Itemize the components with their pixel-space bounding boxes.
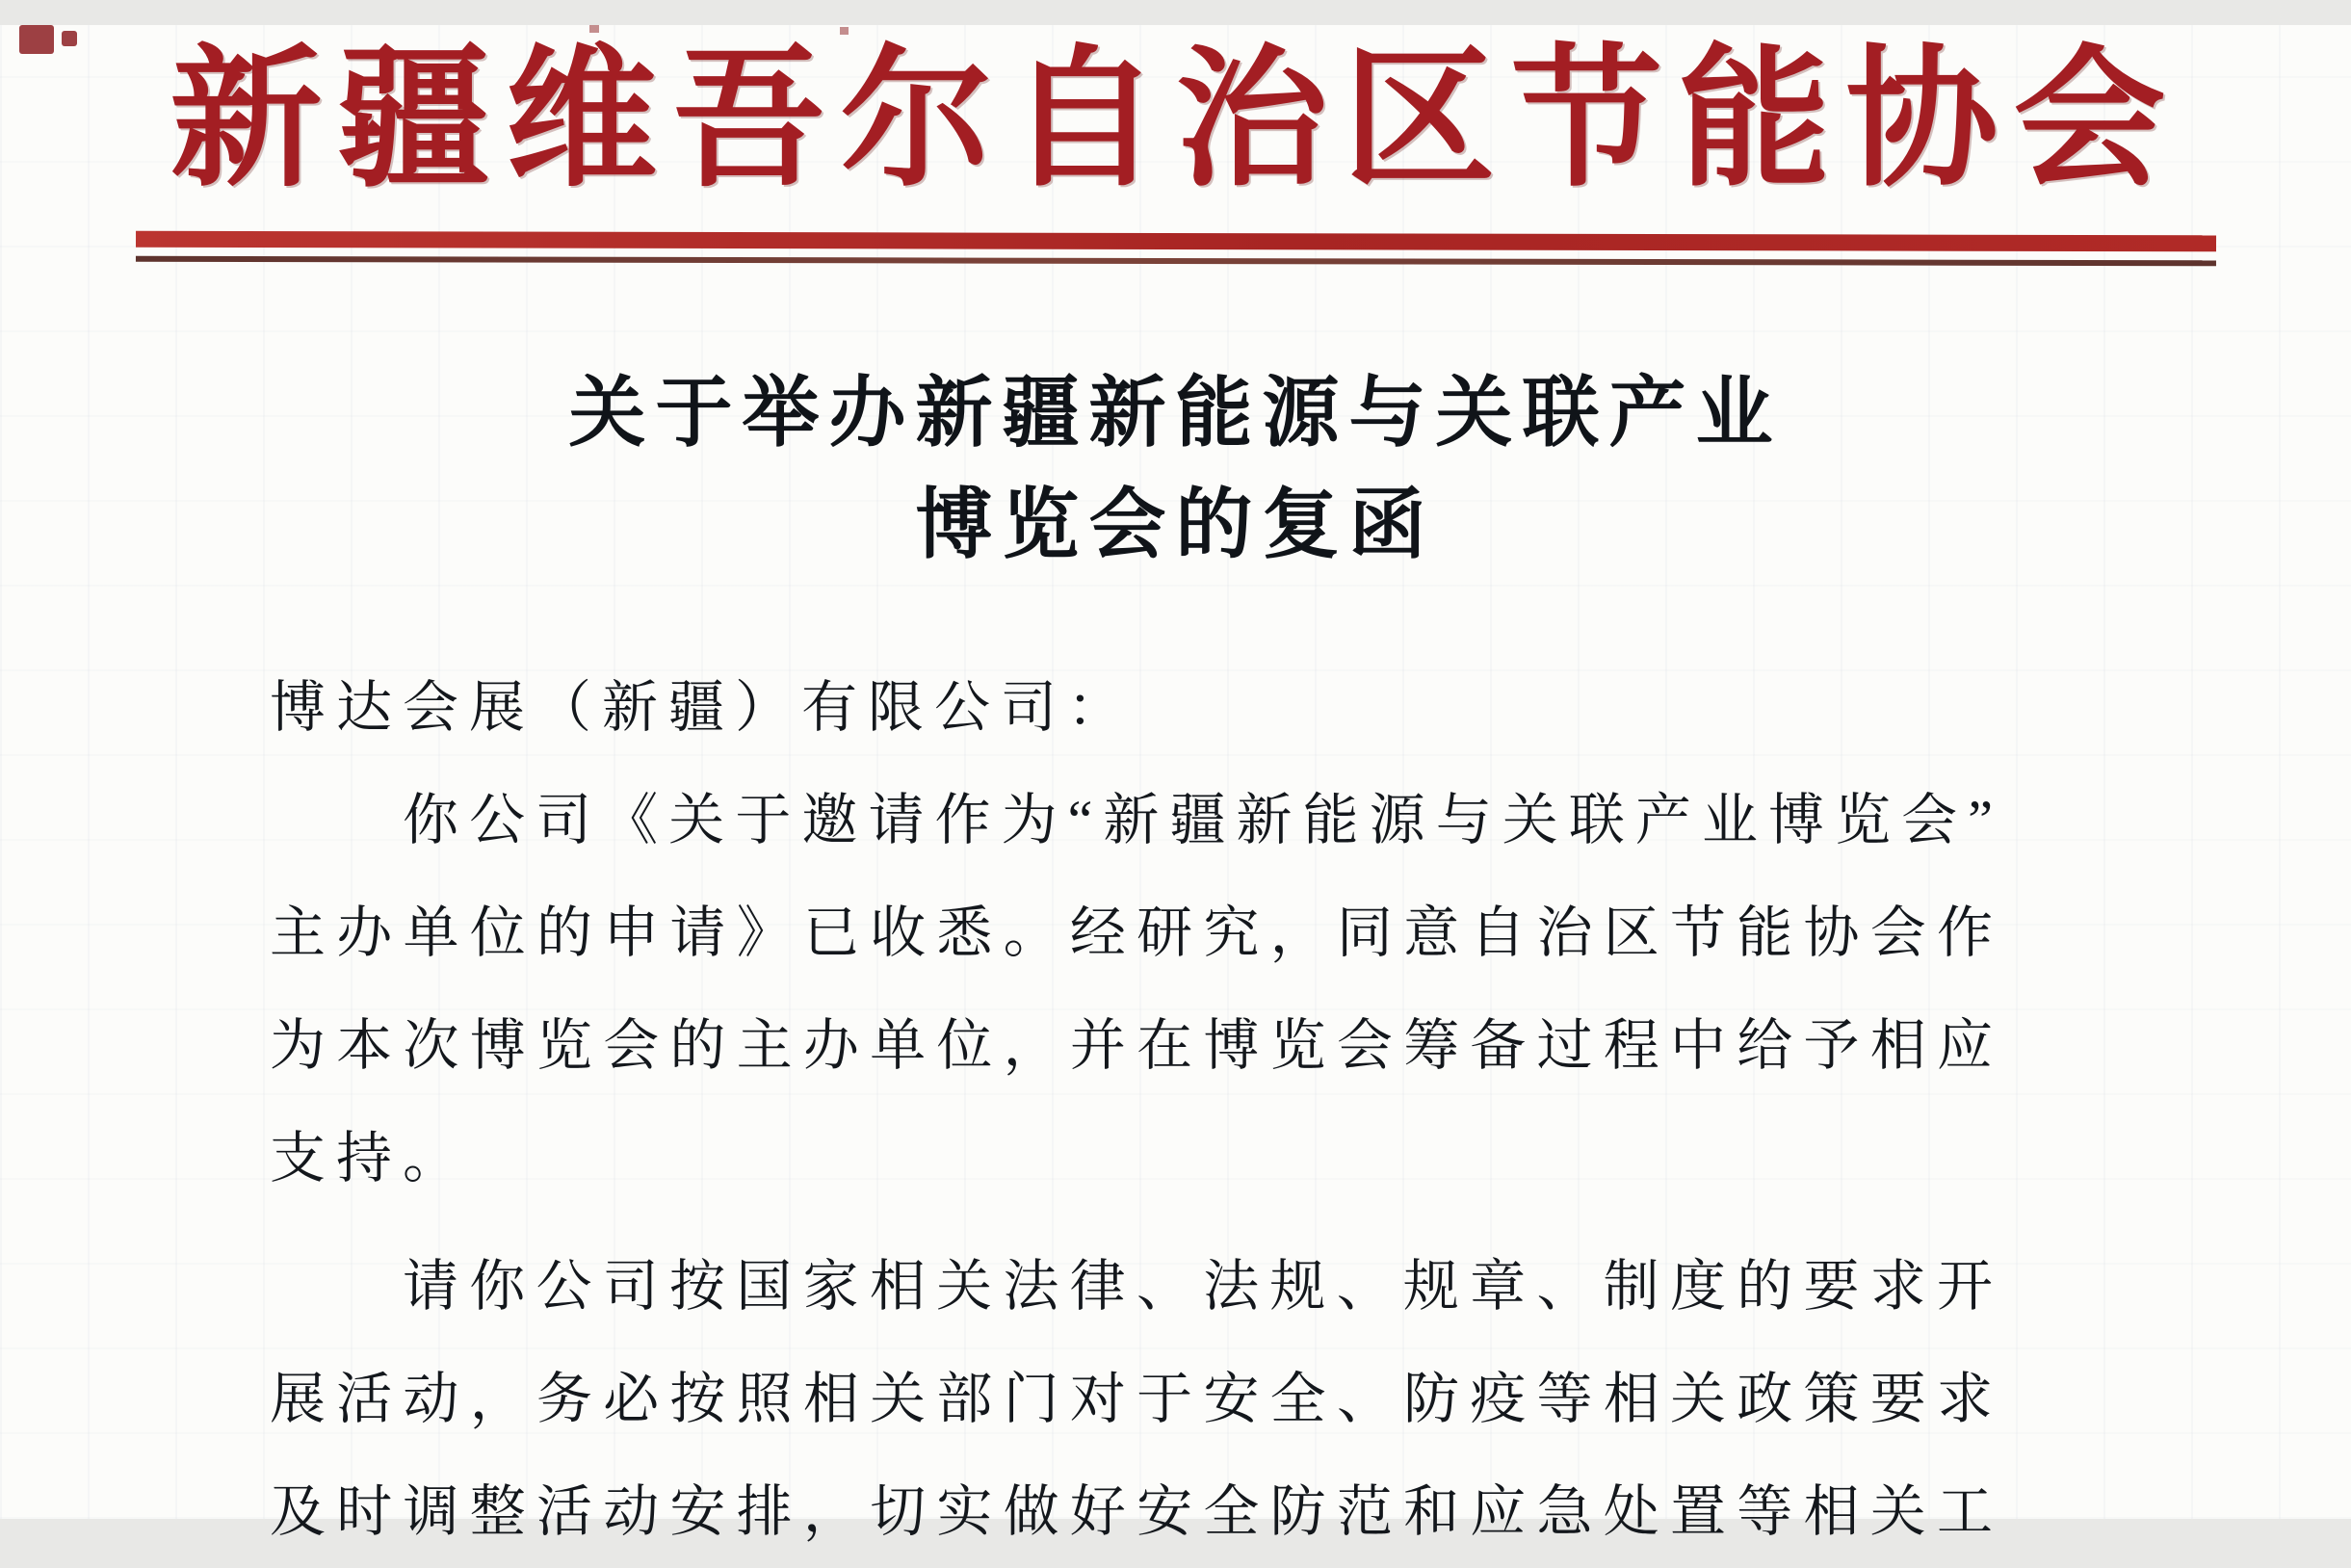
letterhead-org-name: 新疆维吾尔自治区节能协会 bbox=[170, 37, 2181, 205]
letter-body bbox=[270, 651, 2003, 1568]
divider-thick-rule bbox=[136, 231, 2216, 252]
paragraph-1 bbox=[270, 764, 2003, 1215]
scan-artifact bbox=[19, 25, 54, 54]
scan-artifact bbox=[62, 31, 77, 46]
body-line: 主办单位的申请》已收悉。经研究，同意自治区节能协会作 bbox=[270, 902, 2003, 964]
scan-artifact bbox=[589, 25, 599, 33]
document-title bbox=[0, 358, 2351, 582]
document-title-line-1: 关于举办新疆新能源与关联产业 bbox=[568, 372, 1783, 457]
letterhead-divider bbox=[135, 231, 2215, 267]
recipient-salutation: 博达会展（新疆）有限公司： bbox=[270, 676, 1135, 739]
divider-thin-rule bbox=[135, 256, 2215, 267]
scan-artifact bbox=[840, 27, 849, 35]
paragraph-2 bbox=[270, 1230, 2003, 1568]
scanned-letter-page bbox=[0, 25, 2351, 1543]
document-title-line-2: 博览会的复函 bbox=[915, 483, 1436, 568]
body-line-clipped-at-bottom: 及时调整活动安排，切实做好安全防范和应急处置等相关工 bbox=[270, 1480, 2003, 1543]
body-line: 为本次博览会的主办单位，并在博览会筹备过程中给予相应 bbox=[270, 1014, 2003, 1077]
body-line: 展活动，务必按照相关部门对于安全、防疫等相关政策要求 bbox=[270, 1368, 2003, 1430]
body-line: 请你公司按国家相关法律、法规、规章、制度的要求开 bbox=[403, 1255, 2003, 1318]
body-line: 你公司《关于邀请作为“新疆新能源与关联产业博览会” bbox=[403, 789, 2003, 851]
body-line: 支持。 bbox=[270, 1127, 470, 1189]
